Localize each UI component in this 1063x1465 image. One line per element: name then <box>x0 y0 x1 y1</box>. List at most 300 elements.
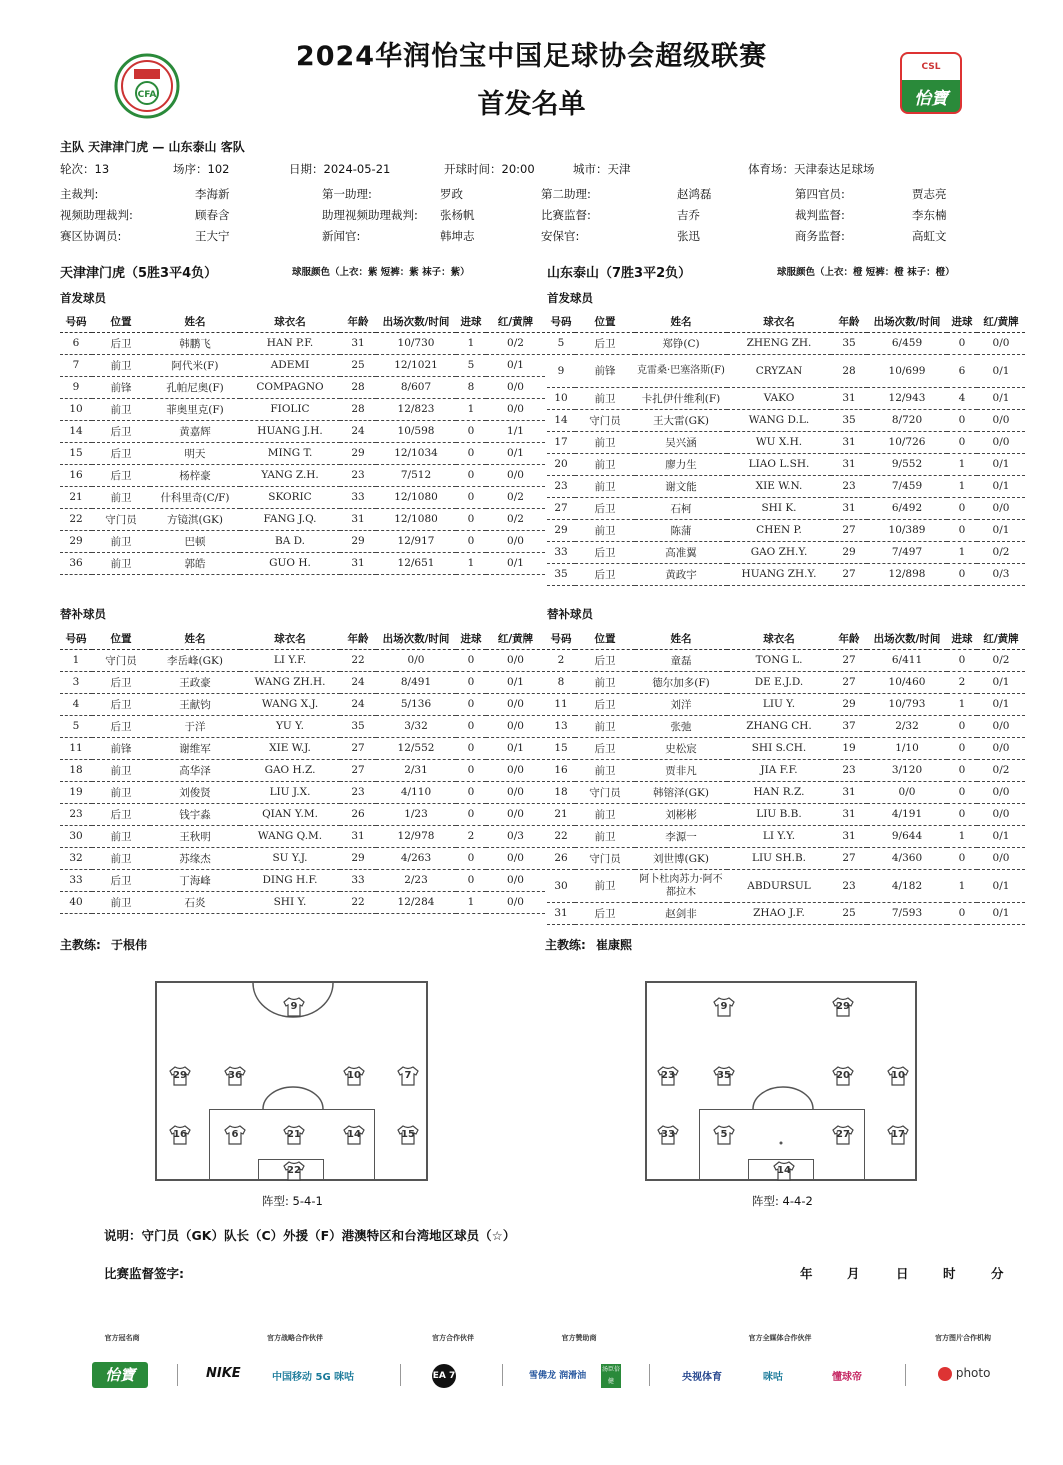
table-cell: 23 <box>340 781 376 803</box>
table-cell: 22 <box>340 891 376 913</box>
table-cell: 1 <box>947 475 977 497</box>
signature-minute: 分 <box>991 1266 1004 1281</box>
table-cell: 10/389 <box>867 519 947 541</box>
table-cell: 12/823 <box>376 398 456 420</box>
table-cell: 前卫 <box>92 486 150 508</box>
table-cell: 前卫 <box>575 715 635 737</box>
table-cell: 0/0 <box>977 715 1025 737</box>
table-cell: 12/284 <box>376 891 456 913</box>
table-cell: 0 <box>456 693 486 715</box>
signature-hour: 时 <box>943 1266 956 1281</box>
column-header: 球衣名 <box>727 629 831 649</box>
table-cell: 15 <box>547 737 575 759</box>
column-header: 位置 <box>92 629 150 649</box>
away-kit-colors: 球服颜色（上衣：橙 短裤：橙 袜子：橙） <box>777 267 955 278</box>
table-cell: 黄嘉辉 <box>150 420 240 442</box>
player-jersey-icon <box>343 1066 365 1086</box>
table-cell: 28 <box>340 398 376 420</box>
table-cell: 33 <box>340 486 376 508</box>
table-cell: DING H.F. <box>240 869 340 891</box>
table-row <box>60 847 545 869</box>
table-cell: 0 <box>456 486 486 508</box>
table-cell: 5 <box>547 332 575 354</box>
player-jersey-icon <box>397 1125 419 1145</box>
jersey-number: 15 <box>401 1129 415 1140</box>
table-cell: COMPAGNO <box>240 376 340 398</box>
table-cell: 2/32 <box>867 715 947 737</box>
sponsor-cctv-logo: 央视体育 <box>682 1372 722 1383</box>
table-cell: 27 <box>831 563 867 585</box>
table-cell: 0/0 <box>867 781 947 803</box>
table-row <box>547 409 1025 431</box>
player-jersey-icon <box>283 1125 305 1145</box>
table-cell: 前锋 <box>575 354 635 387</box>
jersey-number: 22 <box>287 1165 301 1176</box>
jersey-number: 23 <box>661 1070 675 1081</box>
table-cell: 苏缘杰 <box>150 847 240 869</box>
stadium: 体育场：天津泰达足球场 <box>748 162 875 176</box>
table-cell: 谢维军 <box>150 737 240 759</box>
table-cell: 31 <box>831 497 867 519</box>
table-cell: 11 <box>60 737 92 759</box>
table-cell: 36 <box>60 552 92 574</box>
sponsor-migu-logo: 中国移动 5G 咪咕 <box>272 1372 355 1383</box>
player-jersey-icon <box>343 1125 365 1145</box>
sponsor-header-2: 官方战略合作伙伴 <box>267 1334 323 1342</box>
column-header: 球衣名 <box>727 312 831 332</box>
jersey-number: 14 <box>347 1129 361 1140</box>
table-cell: 4/110 <box>376 781 456 803</box>
table-cell: 0/1 <box>486 671 545 693</box>
table-cell: 21 <box>547 803 575 825</box>
table-cell: 8/720 <box>867 409 947 431</box>
away-formation-pitch <box>645 981 917 1181</box>
table-cell: 27 <box>547 497 575 519</box>
table-cell: 后卫 <box>575 332 635 354</box>
table-cell: 石柯 <box>635 497 727 519</box>
column-header: 位置 <box>575 629 635 649</box>
table-cell: 0 <box>947 563 977 585</box>
table-cell: FANG J.Q. <box>240 508 340 530</box>
table-cell: 27 <box>340 759 376 781</box>
table-cell: WANG Q.M. <box>240 825 340 847</box>
table-cell: 0/2 <box>977 759 1025 781</box>
table-cell: 后卫 <box>575 737 635 759</box>
table-cell: 0/0 <box>486 803 545 825</box>
table-cell: 18 <box>547 781 575 803</box>
official-role: 商务监督: <box>795 229 845 243</box>
table-cell: 韩镕泽(GK) <box>635 781 727 803</box>
home-formation-pitch <box>155 981 428 1181</box>
table-cell: 守门员 <box>92 649 150 671</box>
table-cell: 0 <box>456 847 486 869</box>
table-cell: 0 <box>456 508 486 530</box>
player-jersey-icon <box>713 1066 735 1086</box>
table-cell: 1 <box>456 398 486 420</box>
sponsor-header-6: 官方图片合作机构 <box>935 1334 991 1342</box>
table-cell: 0/0 <box>977 847 1025 869</box>
table-row <box>60 398 545 420</box>
table-row <box>60 891 545 913</box>
jersey-number: 14 <box>777 1165 791 1176</box>
official-role: 第二助理: <box>541 187 591 201</box>
table-cell: 31 <box>340 508 376 530</box>
table-cell: 0 <box>456 759 486 781</box>
table-cell: 后卫 <box>92 803 150 825</box>
table-cell: 丁海峰 <box>150 869 240 891</box>
table-cell: 0/1 <box>486 737 545 759</box>
table-cell: 陈蒲 <box>635 519 727 541</box>
column-header: 进球 <box>456 629 486 649</box>
round: 轮次：13 <box>60 162 110 176</box>
table-cell: 31 <box>340 825 376 847</box>
table-cell: 前卫 <box>575 825 635 847</box>
table-cell: 4 <box>947 387 977 409</box>
table-cell: 前卫 <box>575 803 635 825</box>
table-cell: 5/136 <box>376 693 456 715</box>
home-subs-label: 替补球员 <box>60 607 106 621</box>
table-cell: 0/1 <box>486 354 545 376</box>
away-coach-label: 主教练: <box>545 938 586 952</box>
table-cell: 0 <box>456 803 486 825</box>
table-cell: 12/943 <box>867 387 947 409</box>
table-row <box>60 486 545 508</box>
table-cell: 0/0 <box>977 409 1025 431</box>
table-cell: 后卫 <box>92 671 150 693</box>
table-cell: 0 <box>947 737 977 759</box>
column-header: 球衣名 <box>240 629 340 649</box>
table-cell: 0/0 <box>977 431 1025 453</box>
jersey-number: 7 <box>404 1070 412 1081</box>
table-cell: 高准翼 <box>635 541 727 563</box>
signature-year: 年 <box>800 1266 813 1281</box>
player-jersey-icon <box>224 1125 246 1145</box>
table-cell: 前卫 <box>575 453 635 475</box>
table-cell: 4 <box>60 693 92 715</box>
table-cell: 12/1021 <box>376 354 456 376</box>
table-cell: 29 <box>340 530 376 552</box>
table-row <box>60 671 545 693</box>
table-header-row <box>60 629 545 649</box>
table-cell: BA D. <box>240 530 340 552</box>
table-cell: 31 <box>547 902 575 924</box>
table-cell: 1/1 <box>486 420 545 442</box>
table-cell: 23 <box>831 869 867 902</box>
column-header: 号码 <box>60 629 92 649</box>
table-cell: 前卫 <box>92 891 150 913</box>
jersey-number: 35 <box>717 1070 731 1081</box>
column-header: 位置 <box>575 312 635 332</box>
table-cell: 12/552 <box>376 737 456 759</box>
player-jersey-icon <box>832 1066 854 1086</box>
column-header: 号码 <box>547 629 575 649</box>
table-cell: 巴顿 <box>150 530 240 552</box>
table-cell: LI Y.F. <box>240 649 340 671</box>
table-cell: 2 <box>456 825 486 847</box>
table-cell: 0/2 <box>977 649 1025 671</box>
table-cell: 王大雷(GK) <box>635 409 727 431</box>
table-row <box>60 825 545 847</box>
table-cell: 7 <box>60 354 92 376</box>
table-cell: 32 <box>60 847 92 869</box>
table-cell: LI Y.Y. <box>727 825 831 847</box>
table-cell: 15 <box>60 442 92 464</box>
table-row <box>547 737 1025 759</box>
table-row <box>60 508 545 530</box>
table-row <box>547 431 1025 453</box>
table-cell: 29 <box>340 442 376 464</box>
table-row <box>547 693 1025 715</box>
player-jersey-icon <box>657 1125 679 1145</box>
table-cell: WU X.H. <box>727 431 831 453</box>
table-cell: 刘世博(GK) <box>635 847 727 869</box>
table-cell: 前卫 <box>92 398 150 420</box>
table-cell: SHI Y. <box>240 891 340 913</box>
table-cell: 12/1034 <box>376 442 456 464</box>
table-cell: 6/492 <box>867 497 947 519</box>
table-cell: 3/32 <box>376 715 456 737</box>
table-cell: 0/1 <box>977 453 1025 475</box>
table-cell: 0 <box>456 464 486 486</box>
column-header: 号码 <box>60 312 92 332</box>
jersey-number: 9 <box>720 1001 728 1012</box>
table-cell: 前卫 <box>92 825 150 847</box>
sponsor-divider <box>905 1364 906 1386</box>
table-cell: WANG X.J. <box>240 693 340 715</box>
column-header: 出场次数/时间 <box>867 629 947 649</box>
csl-logo-bottom: 怡寶 <box>914 89 948 109</box>
table-row <box>547 715 1025 737</box>
table-cell: 0 <box>456 442 486 464</box>
table-cell: 守门员 <box>575 781 635 803</box>
table-cell: 10 <box>547 387 575 409</box>
table-cell: FIOLIC <box>240 398 340 420</box>
table-cell: 26 <box>547 847 575 869</box>
player-jersey-icon <box>832 997 854 1017</box>
table-cell: 0/1 <box>977 519 1025 541</box>
official-name: 韩坤志 <box>440 229 475 243</box>
table-cell: 40 <box>60 891 92 913</box>
table-cell: 吴兴涵 <box>635 431 727 453</box>
jersey-number: 17 <box>891 1129 905 1140</box>
table-cell: 刘俊贤 <box>150 781 240 803</box>
table-cell: 0/0 <box>486 693 545 715</box>
sponsor-header-1: 官方冠名商 <box>104 1334 140 1342</box>
table-cell: 郑铮(C) <box>635 332 727 354</box>
table-cell: SKORIC <box>240 486 340 508</box>
table-cell: XIE W.N. <box>727 475 831 497</box>
column-header: 进球 <box>456 312 486 332</box>
table-cell: VAKO <box>727 387 831 409</box>
table-cell: 30 <box>60 825 92 847</box>
table-cell: 0/3 <box>977 563 1025 585</box>
table-cell: 7/593 <box>867 902 947 924</box>
table-cell: WANG ZH.H. <box>240 671 340 693</box>
table-cell: 0/0 <box>486 464 545 486</box>
table-cell: 0/2 <box>486 508 545 530</box>
table-cell: LIU J.X. <box>240 781 340 803</box>
match-number: 场序：102 <box>173 162 230 176</box>
table-cell: 0 <box>456 781 486 803</box>
table-cell: 赵剑非 <box>635 902 727 924</box>
table-row <box>60 552 545 574</box>
table-row <box>547 387 1025 409</box>
table-cell: 前卫 <box>92 354 150 376</box>
table-cell: 31 <box>831 803 867 825</box>
column-header: 红/黄牌 <box>977 312 1025 332</box>
table-cell: 0/1 <box>977 354 1025 387</box>
table-cell: 31 <box>340 552 376 574</box>
table-cell: 后卫 <box>92 442 150 464</box>
table-cell: 6/411 <box>867 649 947 671</box>
table-cell: 12/1080 <box>376 486 456 508</box>
table-cell: 0 <box>456 715 486 737</box>
table-cell: 前卫 <box>575 387 635 409</box>
table-cell: 6 <box>947 354 977 387</box>
table-cell: 27 <box>831 519 867 541</box>
table-cell: 9 <box>60 376 92 398</box>
table-cell: CHEN P. <box>727 519 831 541</box>
table-cell: 35 <box>547 563 575 585</box>
table-cell: 张弛 <box>635 715 727 737</box>
table-cell: 1/10 <box>867 737 947 759</box>
table-cell: 卡扎伊什维利(F) <box>635 387 727 409</box>
jersey-number: 21 <box>287 1129 301 1140</box>
table-cell: 0/0 <box>486 530 545 552</box>
table-row <box>547 781 1025 803</box>
table-cell: LIAO L.SH. <box>727 453 831 475</box>
table-header-row <box>547 629 1025 649</box>
table-cell: 廖力生 <box>635 453 727 475</box>
table-cell: 0/1 <box>977 475 1025 497</box>
sponsor-byhealth-logo: 汤臣倍健 <box>601 1364 621 1388</box>
table-cell: 1 <box>947 693 977 715</box>
column-header: 姓名 <box>635 312 727 332</box>
column-header: 位置 <box>92 312 150 332</box>
table-row <box>60 442 545 464</box>
table-cell: YU Y. <box>240 715 340 737</box>
table-cell: XIE W.J. <box>240 737 340 759</box>
table-cell: ADEMI <box>240 354 340 376</box>
table-cell: 7/512 <box>376 464 456 486</box>
table-cell: 后卫 <box>92 715 150 737</box>
away-team-name: 山东泰山（7胜3平2负） <box>547 266 692 281</box>
page-subtitle: 首发名单 <box>477 89 586 120</box>
table-cell: 前卫 <box>92 552 150 574</box>
official-name: 高虹文 <box>912 229 947 243</box>
sponsor-nike-logo: NIKE <box>206 1366 241 1381</box>
table-cell: 2/31 <box>376 759 456 781</box>
table-row <box>60 354 545 376</box>
table-cell: 33 <box>547 541 575 563</box>
table-cell: 10/726 <box>867 431 947 453</box>
table-cell: 35 <box>831 409 867 431</box>
jersey-number: 33 <box>661 1129 675 1140</box>
table-cell: HAN P.F. <box>240 332 340 354</box>
table-cell: 0 <box>947 649 977 671</box>
table-row <box>547 759 1025 781</box>
table-cell: 孔帕尼奥(F) <box>150 376 240 398</box>
table-row <box>60 376 545 398</box>
table-cell: 0 <box>456 869 486 891</box>
table-cell: 23 <box>547 475 575 497</box>
table-cell: 35 <box>831 332 867 354</box>
table-cell: 德尔加多(F) <box>635 671 727 693</box>
sponsor-dongqiudi-logo: 懂球帝 <box>832 1372 862 1383</box>
table-row <box>60 759 545 781</box>
table-cell: CRYZAN <box>727 354 831 387</box>
official-name: 王大宁 <box>195 229 230 243</box>
home-starters-label: 首发球员 <box>60 291 106 305</box>
table-cell: 刘彬彬 <box>635 803 727 825</box>
player-jersey-icon <box>169 1066 191 1086</box>
table-header-row <box>60 312 545 332</box>
jersey-number: 36 <box>228 1070 242 1081</box>
table-cell: 20 <box>547 453 575 475</box>
table-cell: 4/263 <box>376 847 456 869</box>
official-name: 贾志亮 <box>912 187 947 201</box>
table-row <box>547 847 1025 869</box>
home-starters-table <box>60 312 545 575</box>
table-row <box>547 475 1025 497</box>
table-cell: 10 <box>60 398 92 420</box>
away-subs-table <box>547 629 1025 925</box>
player-jersey-icon <box>713 997 735 1017</box>
official-name: 李东楠 <box>912 208 947 222</box>
jersey-number: 9 <box>290 1001 298 1012</box>
table-cell: TONG L. <box>727 649 831 671</box>
table-cell: 29 <box>831 693 867 715</box>
table-cell: 0 <box>456 737 486 759</box>
player-jersey-icon <box>887 1125 909 1145</box>
table-cell: SU Y.J. <box>240 847 340 869</box>
table-cell: 韩鹏飞 <box>150 332 240 354</box>
table-cell: ZHAO J.F. <box>727 902 831 924</box>
csl-logo <box>900 52 962 114</box>
table-cell: 前卫 <box>92 781 150 803</box>
player-jersey-icon <box>657 1066 679 1086</box>
table-cell: 5 <box>60 715 92 737</box>
official-name: 吉乔 <box>677 208 700 222</box>
table-cell: 0 <box>947 519 977 541</box>
jersey-number: 27 <box>836 1129 850 1140</box>
away-starters-label: 首发球员 <box>547 291 593 305</box>
sponsor-migu2-logo: 咪咕 <box>763 1372 783 1383</box>
table-cell: 11 <box>547 693 575 715</box>
column-header: 出场次数/时间 <box>376 312 456 332</box>
table-cell: 31 <box>831 431 867 453</box>
table-cell: 22 <box>60 508 92 530</box>
table-cell: HUANG J.H. <box>240 420 340 442</box>
table-cell: 31 <box>831 453 867 475</box>
table-cell: GAO ZH.Y. <box>727 541 831 563</box>
table-cell: 方镜淇(GK) <box>150 508 240 530</box>
table-cell: 35 <box>340 715 376 737</box>
table-cell: 黄政宇 <box>635 563 727 585</box>
table-cell: 0/1 <box>486 442 545 464</box>
table-cell: 前锋 <box>92 737 150 759</box>
official-name: 张迅 <box>677 229 700 243</box>
table-cell: 石炎 <box>150 891 240 913</box>
table-cell: 钱宇淼 <box>150 803 240 825</box>
table-cell: 王秋明 <box>150 825 240 847</box>
away-coach-name: 崔康熙 <box>596 938 633 952</box>
player-jersey-icon <box>773 1161 795 1181</box>
table-cell: 0 <box>947 781 977 803</box>
table-cell: 后卫 <box>92 420 150 442</box>
table-cell: 0/1 <box>977 671 1025 693</box>
official-name: 李海新 <box>195 187 230 201</box>
